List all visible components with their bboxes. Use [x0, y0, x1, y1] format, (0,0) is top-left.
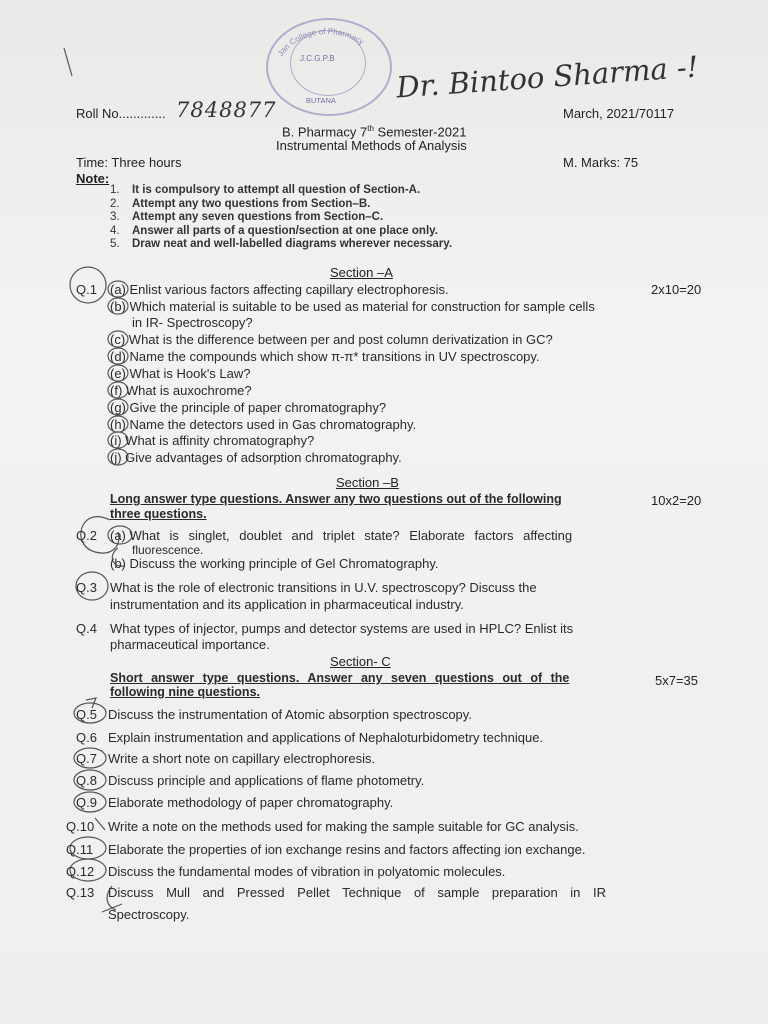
q10-text: Write a note on the methods used for making the sample suitable for GC analysis.: [108, 819, 579, 834]
q4-label: Q.4: [76, 621, 97, 636]
section-a-title: Section –A: [330, 265, 393, 280]
section-b-title: Section –B: [336, 475, 399, 490]
section-b-instruction: Long answer type questions. Answer any two questions out of the following: [110, 492, 562, 506]
note-item: 4. Answer all parts of a question/section at one place only.: [110, 224, 438, 237]
date-code: March, 2021/70117: [563, 106, 675, 121]
section-c-instruction-cont: following nine questions.: [110, 685, 260, 699]
course-suffix: Semester-2021: [373, 124, 467, 140]
subject-title: Instrumental Methods of Analysis: [276, 138, 467, 153]
svg-text:Jan College of Pharmacy: Jan College of Pharmacy: [275, 26, 366, 58]
roll-label: Roll No.............: [76, 106, 166, 121]
q3-text: What is the role of electronic transitions in U.V. spectroscopy? Discuss the: [110, 580, 537, 595]
q7-text: Write a short note on capillary electrophoresis.: [108, 751, 376, 766]
q1-label: Q.1: [76, 282, 97, 297]
course-prefix: B. Pharmacy 7: [282, 124, 368, 140]
q1-part-e: (e) What is Hook's Law?: [110, 366, 251, 381]
note-item: 3. Attempt any seven questions from Section–C.: [110, 211, 384, 223]
section-c-title: Section- C: [330, 654, 391, 669]
q1-part-c: (c) What is the difference between per and post column derivatization in GC?: [110, 332, 553, 347]
q1-part-b-cont: in IR- Spectroscopy?: [132, 315, 253, 330]
q1-part-h: (h) Name the detectors used in Gas chromatography.: [110, 417, 417, 432]
q13-label: Q.13: [66, 885, 95, 900]
q1-part-d: (d) Name the compounds which show π-π* transitions in UV spectroscopy.: [110, 349, 540, 364]
q10-label: Q.10: [66, 819, 95, 834]
q3-label: Q.3: [76, 580, 97, 595]
q1-part-b: (b) Which material is suitable to be used as material for construction for sample cells: [110, 299, 595, 314]
time-allowed: Time: Three hours: [76, 155, 182, 170]
note-item: 2. Attempt any two questions from Section–B.: [110, 197, 371, 210]
section-c-instruction: Short answer type questions. Answer any seven questions out of the: [110, 671, 570, 685]
q6-text: Explain instrumentation and applications of Nephaloturbidometry technique.: [108, 730, 544, 745]
stamp-place: BUTANA: [306, 96, 336, 105]
pen-circle: [70, 267, 106, 303]
q2-part-a: (a) What is singlet, doublet and triplet state? Elaborate factors affecting: [110, 528, 573, 543]
q7-label: Q.7: [76, 751, 97, 766]
q9-label: Q.9: [76, 795, 97, 810]
q12-label: Q.12: [66, 864, 95, 879]
q3-text-cont: instrumentation and its application in pharmaceutical industry.: [110, 597, 464, 612]
section-b-marks: 10x2=20: [651, 493, 702, 508]
note-item: 1. It is compulsory to attempt all question of Section-A.: [110, 184, 421, 196]
q6-label: Q.6: [76, 730, 97, 745]
pen-curve: [81, 517, 119, 553]
max-marks: M. Marks: 75: [563, 155, 639, 170]
section-c-marks: 5x7=35: [655, 673, 699, 688]
q11-label: Q.11: [66, 842, 94, 857]
q13-text-cont: Spectroscopy.: [108, 907, 190, 922]
q1-part-f: (f) What is auxochrome?: [110, 383, 252, 398]
section-a-marks: 2x10=20: [651, 282, 702, 297]
note-item: 5. Draw neat and well-labelled diagrams wherever necessary.: [110, 238, 453, 250]
q1-part-i: (i) What is affinity chromatography?: [110, 433, 315, 448]
pen-stroke: [64, 48, 72, 76]
note-label: Note:: [76, 171, 110, 186]
q1-part-j: (j) Give advantages of adsorption chromatography.: [110, 450, 402, 465]
q1-part-g: (g) Give the principle of paper chromatography?: [110, 400, 387, 415]
handwritten-roll-number: 7848877: [176, 98, 277, 122]
q2-label: Q.2: [76, 528, 97, 543]
q5-label: Q.5: [76, 707, 97, 722]
q4-text-cont: pharmaceutical importance.: [110, 637, 270, 652]
course-sup: th: [367, 124, 374, 133]
q9-text: Elaborate methodology of paper chromatography.: [108, 795, 394, 810]
q1-part-a: (a) Enlist various factors affecting capillary electrophoresis.: [110, 282, 449, 297]
q8-label: Q.8: [76, 773, 97, 788]
q5-text: Discuss the instrumentation of Atomic absorption spectroscopy.: [108, 707, 472, 722]
q4-text: What types of injector, pumps and detector systems are used in HPLC? Enlist its: [110, 621, 574, 636]
q8-text: Discuss principle and applications of flame photometry.: [108, 773, 425, 788]
section-b-instruction-cont: three questions.: [110, 507, 207, 521]
q11-text: Elaborate the properties of ion exchange resins and factors affecting ion exchange.: [108, 842, 586, 857]
q2-part-b: (b) Discuss the working principle of Gel Chromatography.: [110, 556, 439, 571]
q12-text: Discuss the fundamental modes of vibration in polyatomic molecules.: [108, 864, 506, 879]
signature: Dr. Bintoo Sharma -!: [395, 49, 700, 105]
q2-part-a-cont: fluorescence.: [132, 543, 204, 557]
stamp-code: J.C.G.P.B: [300, 54, 335, 63]
q13-text: Discuss Mull and Pressed Pellet Technique of sample preparation in IR: [108, 885, 607, 900]
